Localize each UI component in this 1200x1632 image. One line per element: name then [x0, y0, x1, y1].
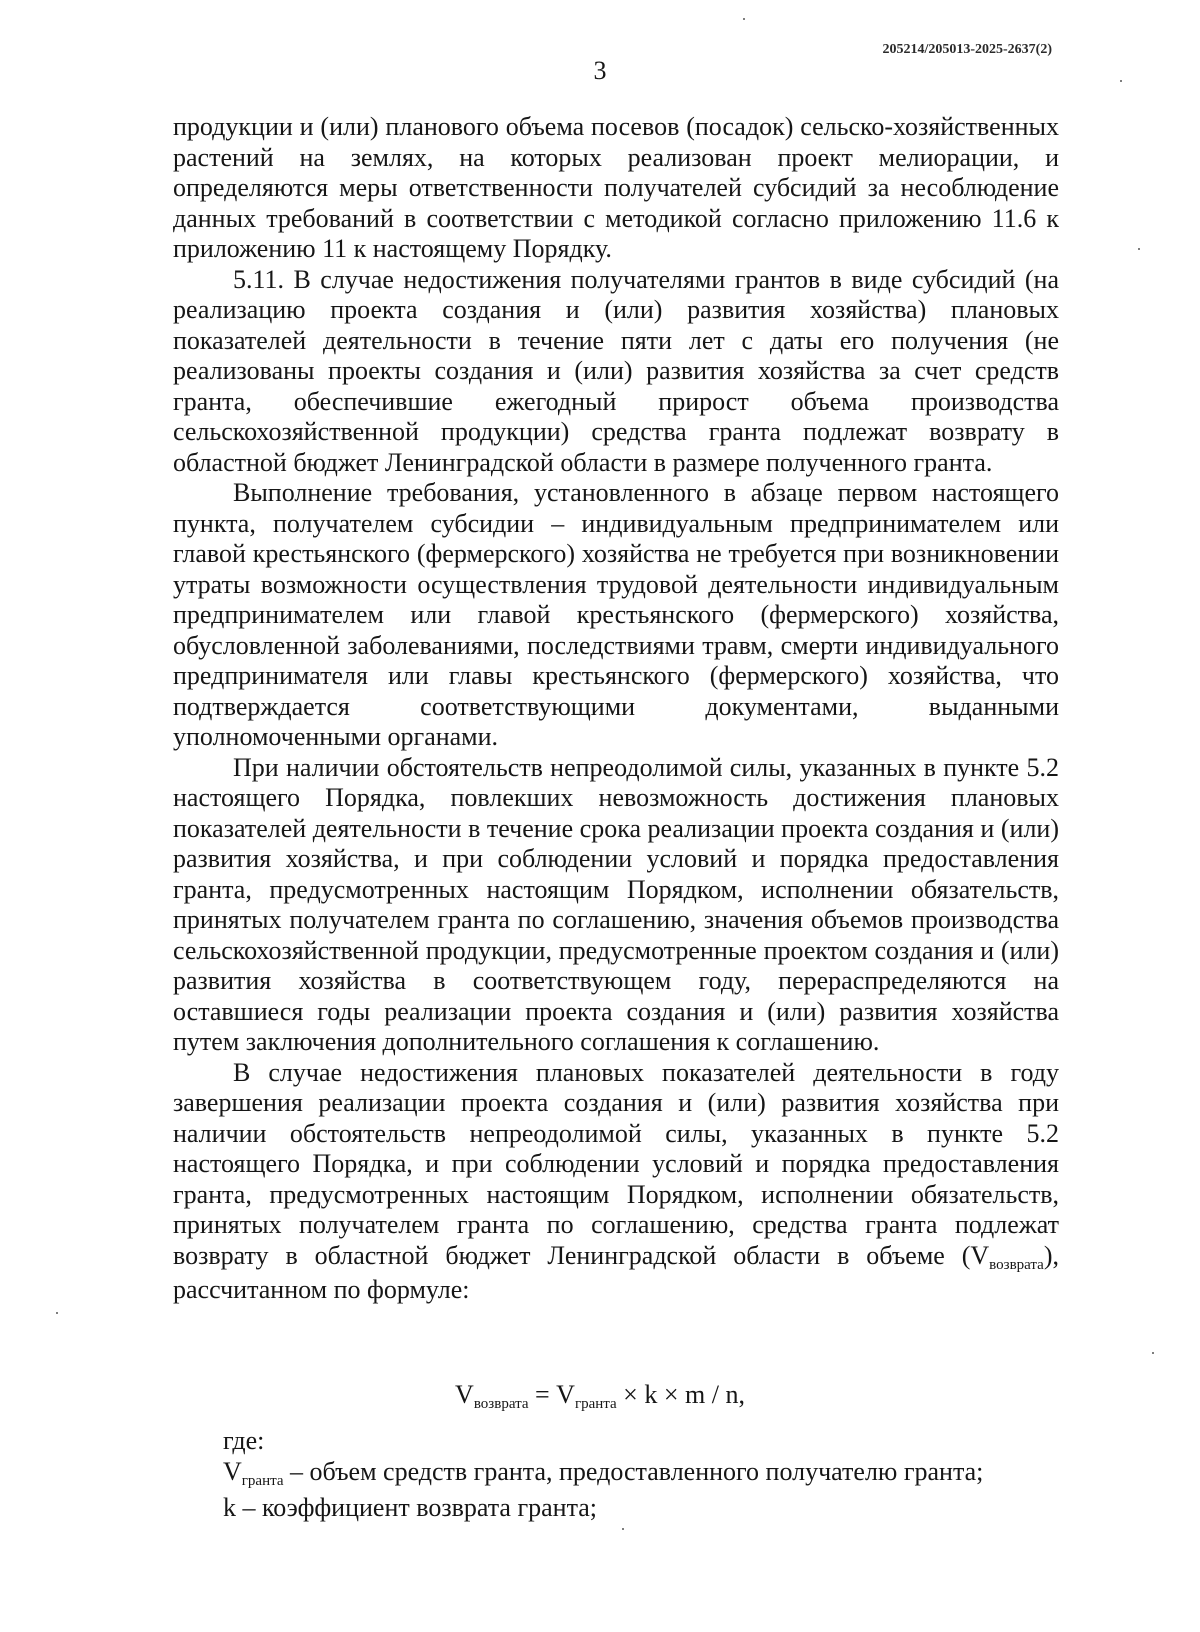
- formula-equals: = V: [528, 1380, 575, 1409]
- legend-v-symbol: V: [223, 1457, 242, 1486]
- document-registration-number: 205214/205013-2025-2637(2): [882, 42, 1052, 57]
- scan-speck: [622, 1528, 624, 1530]
- refund-formula: [0, 1380, 1200, 1410]
- refund-subscript: возврата: [989, 1256, 1044, 1273]
- legend-where: где:: [223, 1426, 265, 1455]
- page-number: 3: [593, 56, 607, 85]
- paragraph-5-11: 5.11. В случае недостижения получателями грантов в виде субсидий (на реализацию проекта создания и (или) развития хозяйства) плановых показателей деятельности в течение пяти лет с даты его получения (не реализованы проекты создания и (или) развития хозяйства за счет средств гранта, обеспечившие ежегодный прирост объема производства сельскохозяйственной продукции) средства гранта подлежат возврату в областной бюджет Ленинградской области в размере полученного гранта.: [173, 264, 1059, 477]
- refund-text-end: ), рассчитанном по формуле:: [173, 1240, 1059, 1304]
- paragraph-refund-formula-intro: [173, 1058, 1059, 1306]
- legend-v-text: – объем средств гранта, предоставленного получателю гранта;: [283, 1457, 984, 1486]
- legend-v-subscript: гранта: [241, 1473, 284, 1489]
- scan-speck: [743, 18, 745, 20]
- refund-text-start: В случае недостижения плановых показателей деятельности в году завершения реализации проекта создания и (или) развития хозяйства при наличии обстоятельств непреодолимой силы, указанных в пункте 5.2 настоящего Порядка, и при соблюдении условий и порядка предоставления гранта, предусмотренных настоящим Порядком, исполнении обязательств, принятых получателем гранта по соглашению, средства гранта подлежат возврату в областной бюджет Ленинградской области в объеме (V: [173, 1057, 1059, 1270]
- scan-speck: [1120, 80, 1122, 82]
- paragraph-exception: Выполнение требования, установленного в абзаце первом настоящего пункта, получателем субсидии – индивидуальным предпринимателем или главой крестьянского (фермерского) хозяйства не требуется при возникновении утраты возможности осуществления трудовой деятельности индивидуальным предпринимателем или главой крестьянского (фермерского) хозяйства, обусловленной заболеваниями, последствиями травм, смерти индивидуального предпринимателя или главы крестьянского (фермерского) хозяйства, что подтверждается соответствующими документами, выданными уполномоченными органами.: [173, 478, 1059, 751]
- formula-rhs-subscript: гранта: [574, 1396, 617, 1412]
- legend-k: k – коэффициент возврата гранта;: [223, 1493, 598, 1522]
- document-body: [173, 112, 1059, 1306]
- scan-speck: [56, 1312, 58, 1314]
- legend-v-grant: [223, 1456, 1083, 1492]
- formula-rest: × k × m / n,: [616, 1380, 745, 1409]
- formula-lhs: V: [455, 1380, 474, 1409]
- formula-lhs-subscript: возврата: [473, 1396, 529, 1412]
- formula-legend: [223, 1425, 1083, 1523]
- paragraph-continuation: продукции и (или) планового объема посевов (посадок) сельско-хозяйственных растений на землях, на которых реализован проект мелиорации, и определяются меры ответственности получателей субсидий за несоблюдение данных требований в соответствии с методикой согласно приложению 11.6 к приложению 11 к настоящему Порядку.: [173, 112, 1059, 263]
- scan-speck: [1152, 1352, 1154, 1354]
- scan-speck: [1138, 248, 1140, 250]
- paragraph-force-majeure: При наличии обстоятельств непреодолимой силы, указанных в пункте 5.2 настоящего Порядка, повлекших невозможность достижения плановых показателей деятельности в течение срока реализации проекта создания и (или) развития хозяйства, и при соблюдении условий и порядка предоставления гранта, предусмотренных настоящим Порядком, исполнении обязательств, принятых получателем гранта по соглашению, значения объемов производства сельскохозяйственной продукции, предусмотренные проектом создания и (или) развития хозяйства в соответствующем году, перераспределяются на оставшиеся годы реализации проекта создания и (или) развития хозяйства путем заключения дополнительного соглашения к соглашению.: [173, 752, 1059, 1056]
